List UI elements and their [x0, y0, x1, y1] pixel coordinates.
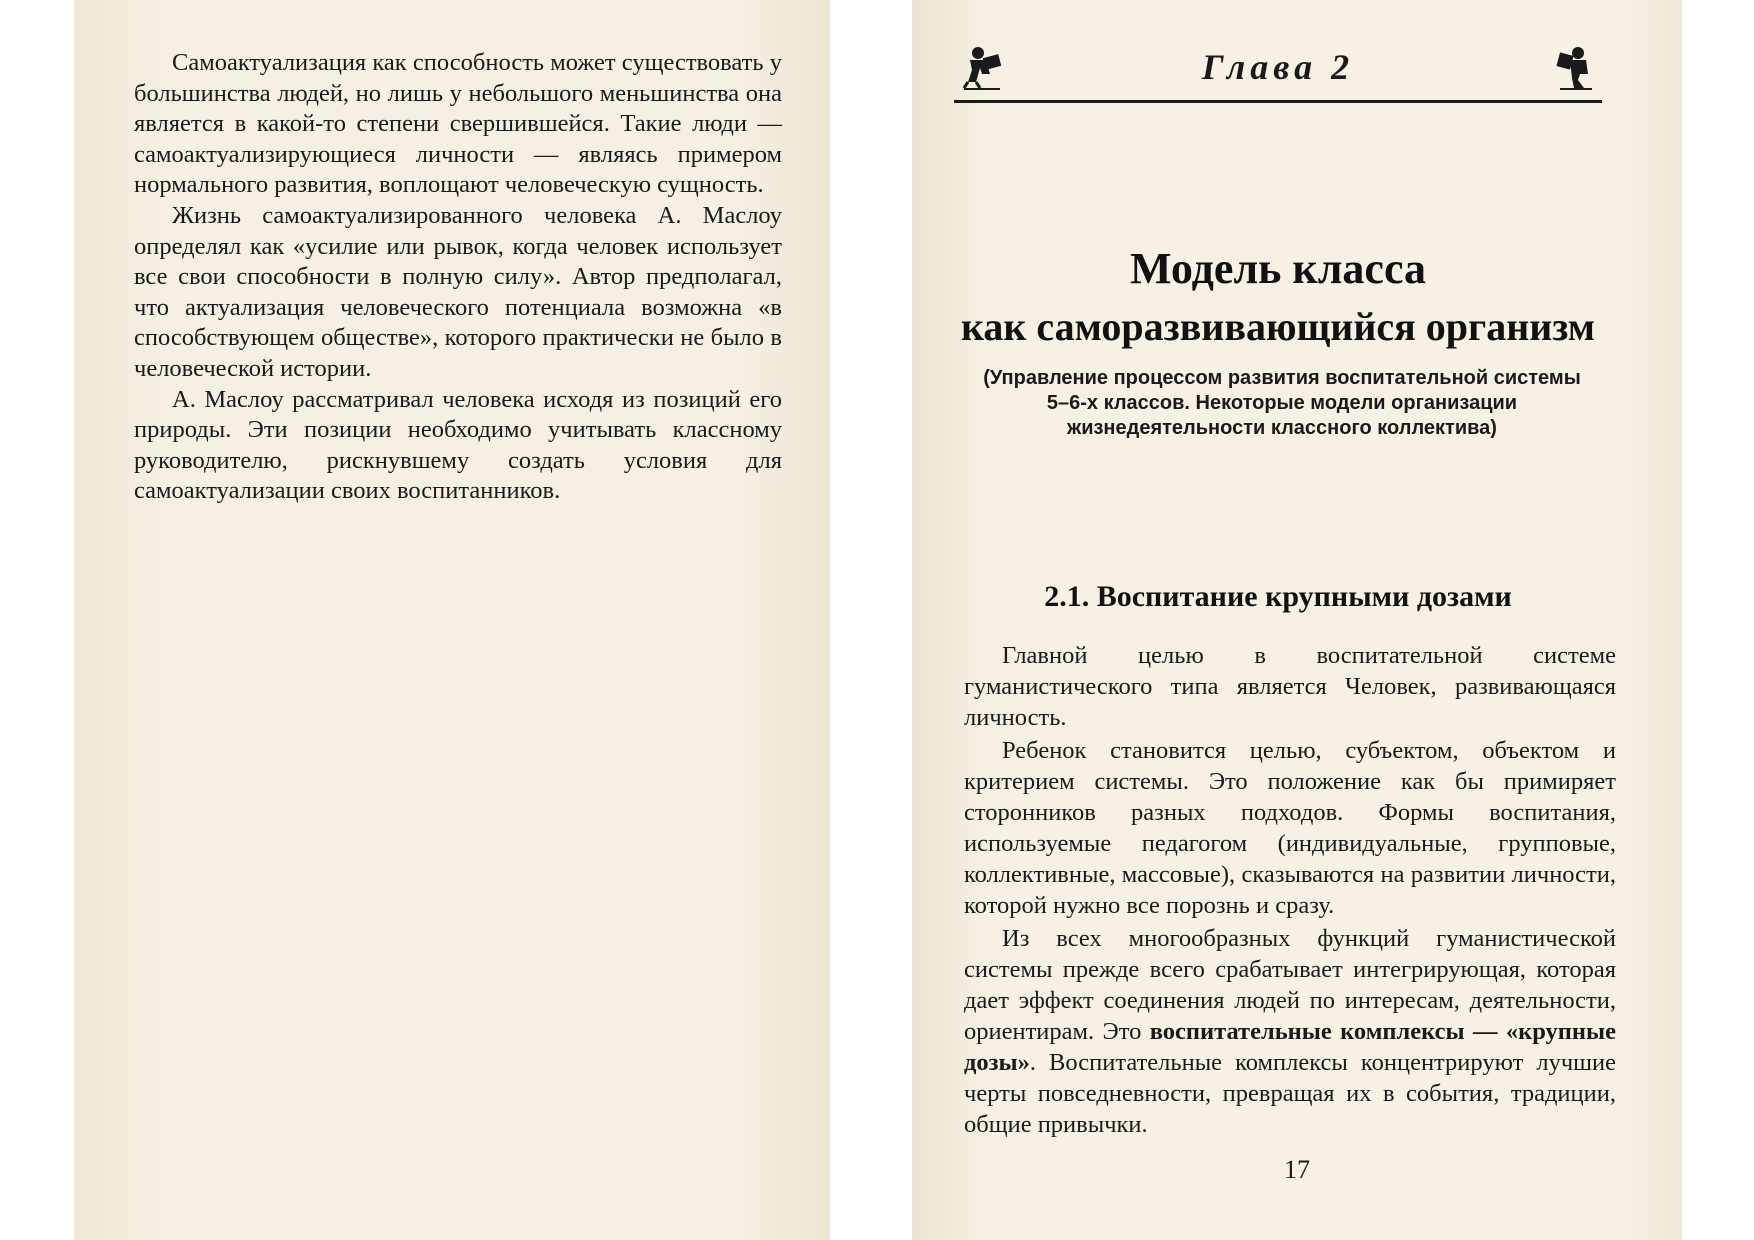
- left-paragraph-3: А. Маслоу рассматривал человека исходя из позиций его природы. Эти позиции необходимо учитывать классному руководителю, рискнувшему создать условия для самоактуализации своих воспитанников.: [134, 385, 782, 505]
- right-page: [912, 0, 1682, 1240]
- left-paragraph-2: Жизнь самоактуализированного человека А. Маслоу определял как «усилие или рывок, когда человек использует все свои способности в полную силу». Автор предполагал, что актуализация человеческого потенциала возможна «в способствующем обществе», которого практически не было в человеческой истории.: [134, 201, 782, 382]
- right-paragraph-3: [964, 923, 1616, 1140]
- left-paragraph-1: Самоактуализация как способность может существовать у большинства людей, но лишь у небольшого меньшинства она является в какой-то степени свершившейся. Такие люди — самоактуализирующиеся личности — являясь примером нормального развития, воплощают человеческую сущность.: [134, 49, 782, 199]
- left-page-body: [134, 48, 782, 507]
- right-paragraph-2: Ребенок становится целью, субъектом, объектом и критерием системы. Это положение как бы примиряет сторонников разных подходов. Формы воспитания, используемые педагогом (индивидуальные, групповые, коллективные, массовые), сказываются на развитии личности, которой нужно все порознь и сразу.: [964, 737, 1616, 919]
- section-heading: 2.1. Воспитание крупными дозами: [1044, 580, 1512, 613]
- right-paragraph-1: Главной целью в воспитательной системе гуманистического типа является Человек, развивающаяся личность.: [964, 642, 1616, 731]
- paragraph-3-bold: воспитательные комплексы — «крупные дозы»: [964, 1018, 1617, 1076]
- right-page-body: [964, 640, 1616, 1142]
- reading-figure-icon: [1550, 44, 1596, 92]
- left-page: [74, 0, 830, 1240]
- page-number: 17: [1284, 1155, 1310, 1184]
- paragraph-3-end: . Воспитательные комплексы концентрируют лучшие черты повседневности, превращая их в события, традиции, общие привычки.: [964, 1049, 1616, 1138]
- chapter-subtitle: (Управление процессом развития воспитательной системы 5–6-х классов. Некоторые модели организации жизнедеятельности классного коллектива): [983, 367, 1581, 439]
- title-line-2: как саморазвивающийся организм: [960, 304, 1596, 349]
- chapter-header: [954, 38, 1602, 103]
- chapter-label: Глава 2: [1201, 47, 1355, 87]
- chapter-main-title: [954, 240, 1602, 356]
- title-line-1: Модель класса: [1129, 244, 1427, 293]
- paragraph-3-start: Из всех многообразных функций гуманистической системы прежде всего срабатывает интегрирующая, которая дает эффект соединения людей по интересам, деятельности, ориентирам. Это: [964, 925, 1616, 1045]
